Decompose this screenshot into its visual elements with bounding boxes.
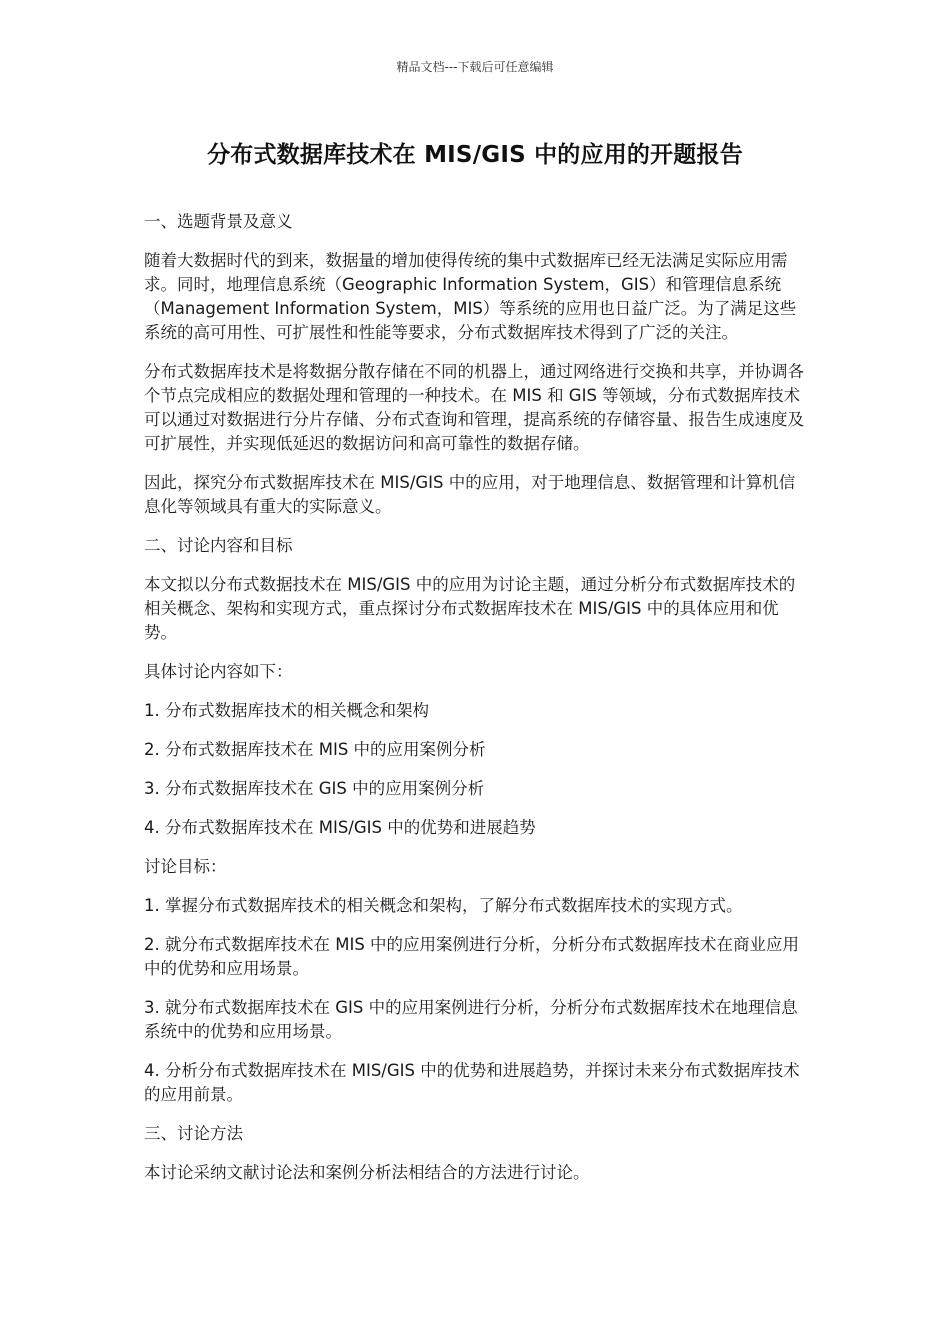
list-item-goal-3: 3. 就分布式数据库技术在 GIS 中的应用案例进行分析，分析分布式数据库技术在地理信息系统中的优势和应用场景。	[144, 998, 798, 1041]
list-item-content-2: 2. 分布式数据库技术在 MIS 中的应用案例分析	[144, 740, 486, 759]
header-note: 精品文档---下载后可任意编辑	[396, 60, 554, 74]
section-heading-background: 一、选题背景及意义	[144, 212, 293, 231]
list-item-content-4: 4. 分布式数据库技术在 MIS/GIS 中的优势和进展趋势	[144, 818, 536, 837]
list-item-goal-1: 1. 掌握分布式数据库技术的相关概念和架构，了解分布式数据库技术的实现方式。	[144, 896, 743, 915]
list-item-content-3: 3. 分布式数据库技术在 GIS 中的应用案例分析	[144, 779, 485, 798]
paragraph-methods: 本讨论采纳文献讨论法和案例分析法相结合的方法进行讨论。	[144, 1163, 590, 1182]
list-item-content-1: 1. 分布式数据库技术的相关概念和架构	[144, 701, 429, 720]
paragraph-goals-lead: 讨论目标：	[144, 857, 227, 876]
paragraph-content-intro: 本文拟以分布式数据技术在 MIS/GIS 中的应用为讨论主题，通过分析分布式数据库技术的相关概念、架构和实现方式，重点探讨分布式数据库技术在 MIS/GIS 中的具体应用和优势。	[144, 575, 796, 642]
paragraph-background-1: 随着大数据时代的到来，数据量的增加使得传统的集中式数据库已经无法满足实际应用需求。同时，地理信息系统（Geographic Information System，GIS）和管理信息系统（Management Information System，MIS）等系统的应用也日益广泛。为了满足这些系统的高可用性、可扩展性和性能等要求，分布式数据库技术得到了广泛的关注。	[144, 251, 797, 342]
paragraph-background-3: 因此，探究分布式数据库技术在 MIS/GIS 中的应用，对于地理信息、数据管理和计算机信息化等领域具有重大的实际意义。	[144, 473, 796, 516]
document-title: 分布式数据库技术在 MIS/GIS 中的应用的开题报告	[207, 142, 743, 168]
list-item-goal-4: 4. 分析分布式数据库技术在 MIS/GIS 中的优势和进展趋势，并探讨未来分布式数据库技术的应用前景。	[144, 1061, 800, 1104]
paragraph-content-list-lead: 具体讨论内容如下：	[144, 662, 293, 681]
list-item-goal-2: 2. 就分布式数据库技术在 MIS 中的应用案例进行分析，分析分布式数据库技术在商业应用中的优势和应用场景。	[144, 935, 800, 978]
section-heading-methods: 三、讨论方法	[144, 1124, 243, 1143]
document-body	[144, 210, 806, 1200]
section-heading-content-goals: 二、讨论内容和目标	[144, 536, 293, 555]
paragraph-background-2: 分布式数据库技术是将数据分散存储在不同的机器上，通过网络进行交换和共享，并协调各个节点完成相应的数据处理和管理的一种技术。在 MIS 和 GIS 等领域，分布式数据库技术可以通过对数据进行分片存储、分布式查询和管理，提高系统的存储容量、报告生成速度及可扩展性，并实现低延迟的数据访问和高可靠性的数据存储。	[144, 362, 804, 453]
